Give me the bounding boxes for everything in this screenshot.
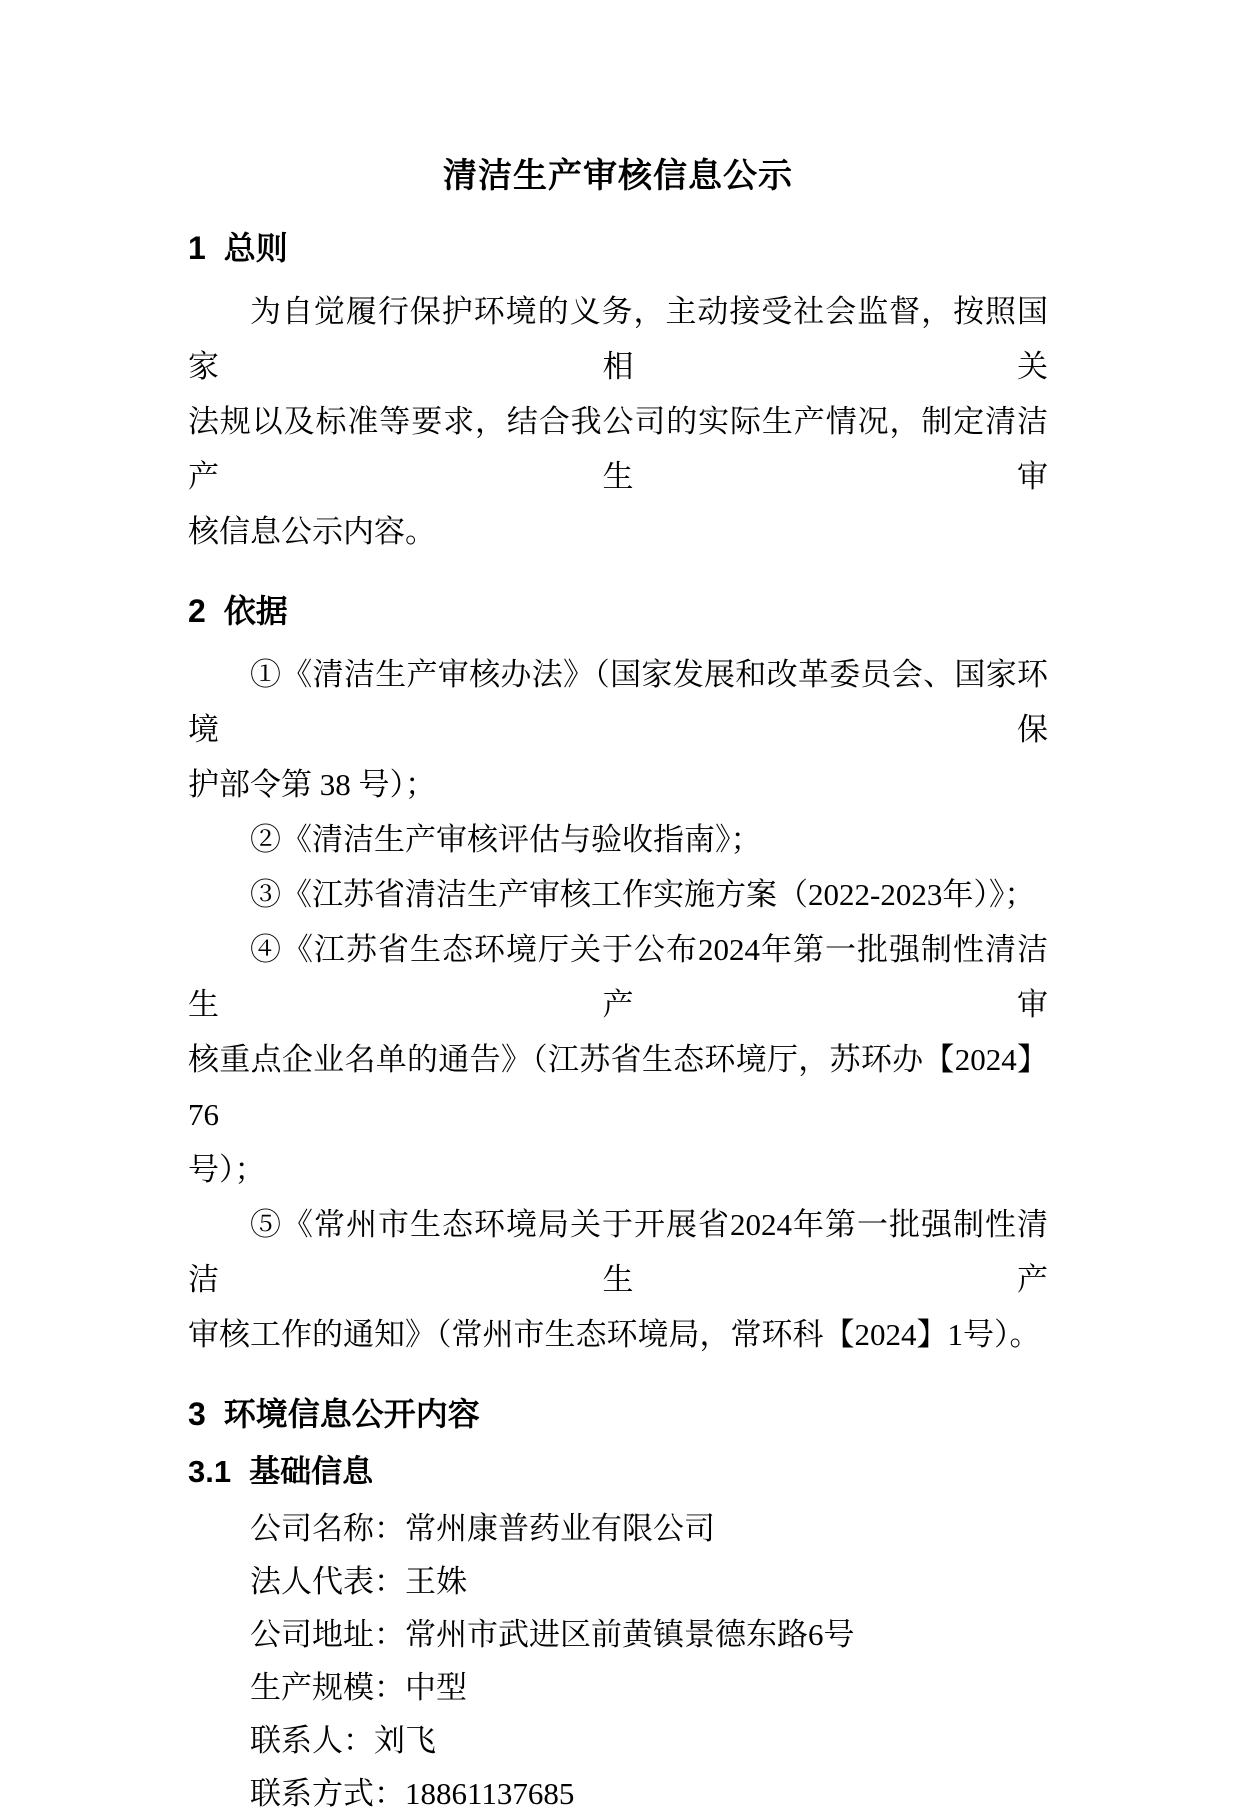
paragraph-line: 为自觉履行保护环境的义务，主动接受社会监督，按照国家相关	[188, 294, 1048, 384]
reference-line: ⑤《常州市生态环境局关于开展省2024年第一批强制性清洁生产	[188, 1207, 1048, 1297]
info-value: 常州康普药业有限公司	[405, 1511, 715, 1546]
heading-2-number: 2	[188, 593, 206, 629]
info-value: 中型	[405, 1670, 467, 1705]
reference-line: ②《清洁生产审核评估与验收指南》；	[250, 822, 762, 857]
paragraph-line: 法规以及标准等要求，结合我公司的实际生产情况，制定清洁产生审	[188, 404, 1048, 494]
info-value: 18861137685	[405, 1776, 575, 1811]
info-label: 公司名称：	[250, 1511, 405, 1546]
reference-line: ④《江苏省生态环境厅关于公布2024年第一批强制性清洁生产审	[188, 932, 1048, 1022]
info-row-company-address	[250, 1608, 1048, 1661]
heading-section-2	[188, 589, 1048, 633]
reference-line: 审核工作的通知》（常州市生态环境局，常环科【2024】1号）。	[188, 1317, 1041, 1352]
info-row-company-name	[250, 1502, 1048, 1555]
heading-section-1	[188, 226, 1048, 270]
heading-3-1-number: 3.1	[188, 1454, 232, 1489]
heading-section-3	[188, 1392, 1048, 1436]
reference-line: ③《江苏省清洁生产审核工作实施方案（2022-2023年）》；	[250, 877, 1036, 912]
info-row-production-scale	[250, 1661, 1048, 1714]
heading-1-number: 1	[188, 230, 206, 266]
heading-3-label: 环境信息公开内容	[223, 1396, 480, 1432]
info-label: 联系人：	[250, 1723, 374, 1758]
heading-3-number: 3	[188, 1396, 206, 1432]
document-title: 清洁生产审核信息公示	[443, 157, 793, 195]
info-label: 生产规模：	[250, 1670, 405, 1705]
paragraph-line: 核信息公示内容。	[188, 514, 436, 549]
info-label: 联系方式：	[250, 1776, 405, 1811]
reference-line: 护部令第 38 号）；	[188, 767, 436, 802]
heading-section-3-1	[188, 1450, 1048, 1494]
reference-line: 号）；	[188, 1152, 266, 1187]
info-value: 刘飞	[374, 1723, 436, 1758]
heading-3-1-label: 基础信息	[249, 1454, 374, 1489]
info-label: 法人代表：	[250, 1564, 405, 1599]
info-row-contact-number	[250, 1767, 1048, 1820]
info-label: 公司地址：	[250, 1617, 405, 1652]
info-value: 常州市武进区前黄镇景德东路6号	[405, 1617, 855, 1652]
reference-line: ①《清洁生产审核办法》（国家发展和改革委员会、国家环境保	[188, 657, 1048, 747]
heading-1-label: 总则	[223, 230, 288, 266]
reference-line: 核重点企业名单的通告》（江苏省生态环境厅，苏环办【2024】76	[188, 1042, 1048, 1132]
info-value: 王姝	[405, 1564, 467, 1599]
info-row-contact-person	[250, 1714, 1048, 1767]
info-row-legal-representative	[250, 1555, 1048, 1608]
heading-2-label: 依据	[223, 593, 288, 629]
